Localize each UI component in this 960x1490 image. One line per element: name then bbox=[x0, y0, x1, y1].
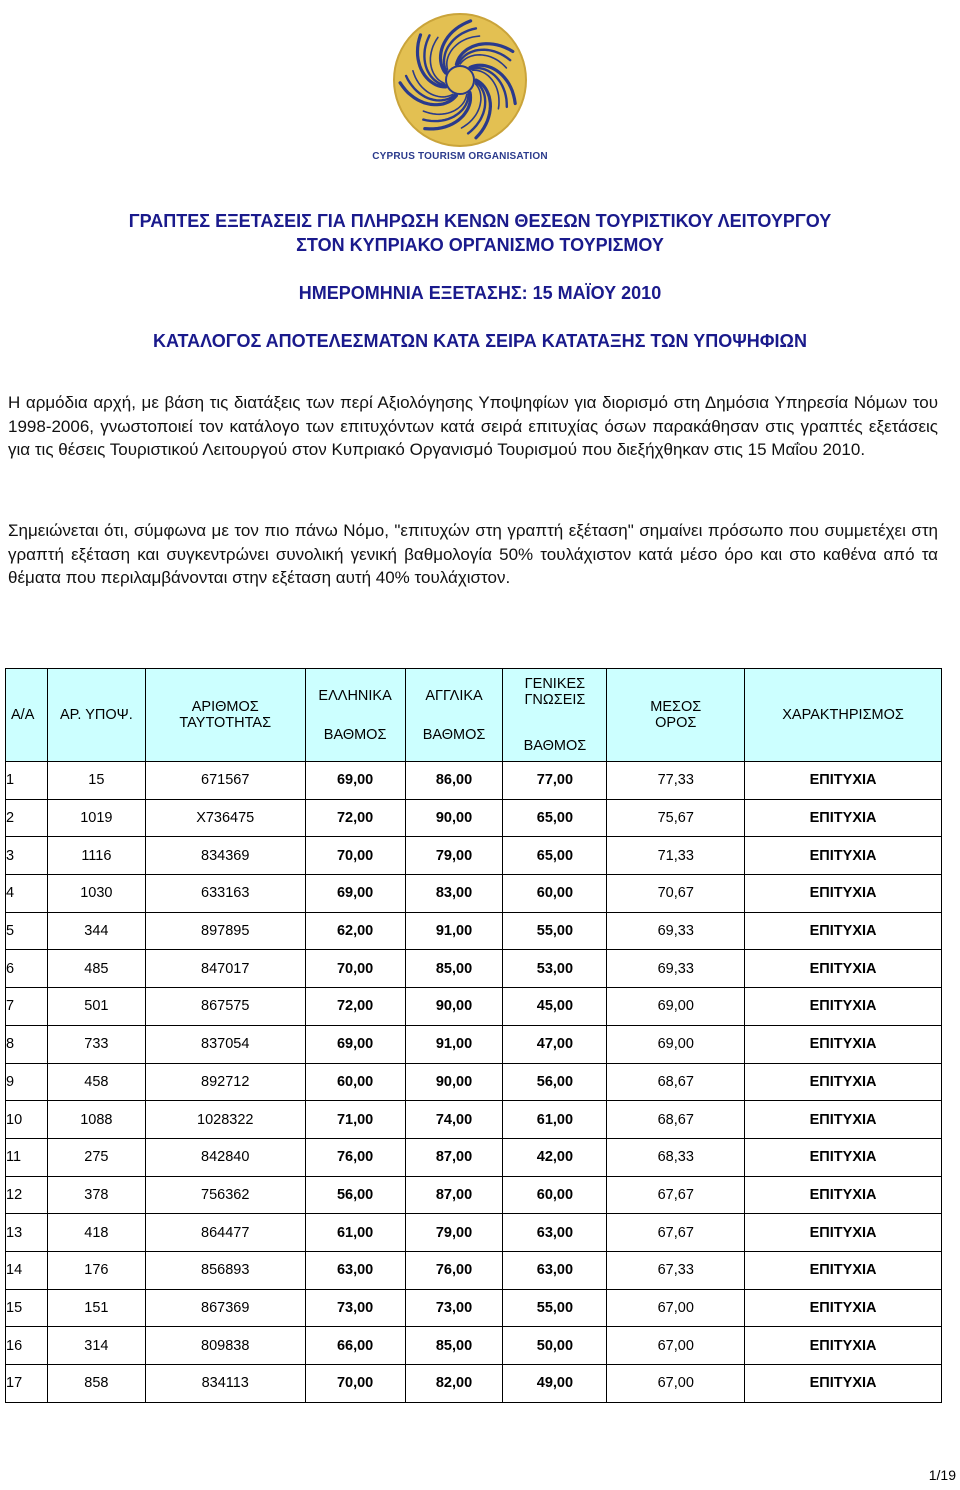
cell-english-grade: 86,00 bbox=[405, 762, 503, 800]
intro-paragraph: Η αρμόδια αρχή, με βάση τις διατάξεις των περί Αξιολόγησης Υποψηφίων για διορισμό στη Δημόσια Υπηρεσία Νόμων του 1998-2006, γνωστοποιεί τον κατάλογο των επιτυχόντων κατά σειρά επιτυχίας όσων παρακάθησαν στις γραπτές εξετάσεις για τις θέσεις Τουριστικού Λειτουργού στον Κυπριακό Οργανισμό Τουρισμού που διεξήχθηκαν στις 15 Μαΐου 2010. bbox=[8, 393, 938, 459]
cell-greek-grade: 60,00 bbox=[305, 1063, 405, 1101]
cell-average: 70,67 bbox=[607, 875, 745, 913]
cell-result: ΕΠΙΤΥΧΙΑ bbox=[745, 837, 942, 875]
cell-id-number: 897895 bbox=[145, 912, 305, 950]
cell-average: 71,33 bbox=[607, 837, 745, 875]
cell-candidate: 151 bbox=[47, 1289, 145, 1327]
cell-id-number: 633163 bbox=[145, 875, 305, 913]
cell-id-number: 756362 bbox=[145, 1176, 305, 1214]
cell-english-grade: 79,00 bbox=[405, 837, 503, 875]
cell-result: ΕΠΙΤΥΧΙΑ bbox=[745, 1063, 942, 1101]
cell-english-grade: 79,00 bbox=[405, 1214, 503, 1252]
cell-english-grade: 85,00 bbox=[405, 950, 503, 988]
cell-english-grade: 87,00 bbox=[405, 1138, 503, 1176]
cell-result: ΕΠΙΤΥΧΙΑ bbox=[745, 1251, 942, 1289]
cell-candidate: 314 bbox=[47, 1327, 145, 1365]
cell-aa: 8 bbox=[6, 1025, 48, 1063]
cell-id-number: 892712 bbox=[145, 1063, 305, 1101]
table-row bbox=[6, 950, 942, 988]
cell-id-number: 842840 bbox=[145, 1138, 305, 1176]
cell-greek-grade: 76,00 bbox=[305, 1138, 405, 1176]
cell-candidate: 275 bbox=[47, 1138, 145, 1176]
cell-english-grade: 76,00 bbox=[405, 1251, 503, 1289]
cell-general-grade: 55,00 bbox=[503, 1289, 607, 1327]
cell-average: 68,67 bbox=[607, 1063, 745, 1101]
cell-aa: 6 bbox=[6, 950, 48, 988]
cell-aa: 17 bbox=[6, 1365, 48, 1403]
cell-candidate: 344 bbox=[47, 912, 145, 950]
cell-id-number: 867575 bbox=[145, 988, 305, 1026]
cell-candidate: 418 bbox=[47, 1214, 145, 1252]
doc-title-line2: ΣΤΟΝ ΚΥΠΡΙΑΚΟ ΟΡΓΑΝΙΣΜΟ ΤΟΥΡΙΣΜΟΥ bbox=[296, 235, 664, 255]
cell-greek-grade: 69,00 bbox=[305, 762, 405, 800]
cell-general-grade: 63,00 bbox=[503, 1214, 607, 1252]
cell-average: 67,67 bbox=[607, 1214, 745, 1252]
cell-aa: 16 bbox=[6, 1327, 48, 1365]
cell-candidate: 458 bbox=[47, 1063, 145, 1101]
cell-average: 69,00 bbox=[607, 1025, 745, 1063]
results-list-title: ΚΑΤΑΛΟΓΟΣ ΑΠΟΤΕΛΕΣΜΑΤΩΝ ΚΑΤΑ ΣΕΙΡΑ ΚΑΤΑΤΑΞΗΣ ΤΩΝ ΥΠΟΨΗΦΙΩΝ bbox=[153, 331, 807, 351]
cell-candidate: 1088 bbox=[47, 1101, 145, 1139]
cell-english-grade: 90,00 bbox=[405, 988, 503, 1026]
results-table bbox=[5, 668, 942, 1403]
cell-result: ΕΠΙΤΥΧΙΑ bbox=[745, 950, 942, 988]
cell-average: 69,33 bbox=[607, 912, 745, 950]
cell-candidate: 378 bbox=[47, 1176, 145, 1214]
cell-greek-grade: 73,00 bbox=[305, 1289, 405, 1327]
table-row bbox=[6, 1063, 942, 1101]
table-row bbox=[6, 799, 942, 837]
cell-aa: 12 bbox=[6, 1176, 48, 1214]
cell-aa: 5 bbox=[6, 912, 48, 950]
table-row bbox=[6, 1327, 942, 1365]
page-number: 1/19 bbox=[928, 1467, 956, 1483]
exam-date: ΗΜΕΡΟΜΗΝΙΑ ΕΞΕΤΑΣΗΣ: 15 ΜΑΪΟΥ 2010 bbox=[298, 283, 662, 303]
cell-greek-grade: 61,00 bbox=[305, 1214, 405, 1252]
cell-candidate: 1019 bbox=[47, 799, 145, 837]
cell-english-grade: 83,00 bbox=[405, 875, 503, 913]
cell-result: ΕΠΙΤΥΧΙΑ bbox=[745, 1214, 942, 1252]
table-row bbox=[6, 1101, 942, 1139]
cell-id-number: 671567 bbox=[145, 762, 305, 800]
table-row bbox=[6, 1138, 942, 1176]
cell-aa: 14 bbox=[6, 1251, 48, 1289]
cell-result: ΕΠΙΤΥΧΙΑ bbox=[745, 1289, 942, 1327]
cell-average: 68,67 bbox=[607, 1101, 745, 1139]
cell-result: ΕΠΙΤΥΧΙΑ bbox=[745, 912, 942, 950]
table-row bbox=[6, 912, 942, 950]
doc-title-line1: ΓΡΑΠΤΕΣ ΕΞΕΤΑΣΕΙΣ ΓΙΑ ΠΛΗΡΩΣΗ ΚΕΝΩΝ ΘΕΣΕΩΝ ΤΟΥΡΙΣΤΙΚΟΥ ΛΕΙΤΟΥΡΓΟΥ bbox=[128, 211, 832, 231]
cell-general-grade: 60,00 bbox=[503, 1176, 607, 1214]
cell-aa: 15 bbox=[6, 1289, 48, 1327]
cell-id-number: 834113 bbox=[145, 1365, 305, 1403]
cell-id-number: 856893 bbox=[145, 1251, 305, 1289]
cell-greek-grade: 69,00 bbox=[305, 1025, 405, 1063]
cell-greek-grade: 62,00 bbox=[305, 912, 405, 950]
cell-aa: 1 bbox=[6, 762, 48, 800]
cell-aa: 10 bbox=[6, 1101, 48, 1139]
cell-average: 77,33 bbox=[607, 762, 745, 800]
cell-result: ΕΠΙΤΥΧΙΑ bbox=[745, 1138, 942, 1176]
cell-id-number: 1028322 bbox=[145, 1101, 305, 1139]
col-header-aa: Α/Α bbox=[6, 669, 48, 762]
cell-general-grade: 60,00 bbox=[503, 875, 607, 913]
cell-aa: 2 bbox=[6, 799, 48, 837]
cell-aa: 13 bbox=[6, 1214, 48, 1252]
cell-aa: 4 bbox=[6, 875, 48, 913]
cell-greek-grade: 56,00 bbox=[305, 1176, 405, 1214]
cell-english-grade: 82,00 bbox=[405, 1365, 503, 1403]
table-row bbox=[6, 1251, 942, 1289]
table-row bbox=[6, 1365, 942, 1403]
cell-candidate: 733 bbox=[47, 1025, 145, 1063]
cell-id-number: 847017 bbox=[145, 950, 305, 988]
cell-general-grade: 63,00 bbox=[503, 1251, 607, 1289]
cell-average: 69,33 bbox=[607, 950, 745, 988]
cell-candidate: 176 bbox=[47, 1251, 145, 1289]
cell-general-grade: 47,00 bbox=[503, 1025, 607, 1063]
col-header-result: ΧΑΡΑΚΤΗΡΙΣΜΟΣ bbox=[745, 669, 942, 762]
cell-greek-grade: 70,00 bbox=[305, 950, 405, 988]
table-row bbox=[6, 875, 942, 913]
cell-english-grade: 73,00 bbox=[405, 1289, 503, 1327]
cell-id-number: 867369 bbox=[145, 1289, 305, 1327]
cell-id-number: X736475 bbox=[145, 799, 305, 837]
cell-aa: 3 bbox=[6, 837, 48, 875]
sun-emblem-icon bbox=[365, 10, 555, 150]
cell-average: 75,67 bbox=[607, 799, 745, 837]
cell-general-grade: 55,00 bbox=[503, 912, 607, 950]
cell-greek-grade: 72,00 bbox=[305, 799, 405, 837]
cell-greek-grade: 70,00 bbox=[305, 1365, 405, 1403]
cell-general-grade: 45,00 bbox=[503, 988, 607, 1026]
cell-result: ΕΠΙΤΥΧΙΑ bbox=[745, 1176, 942, 1214]
col-header-general: ΓΕΝΙΚΕΣ ΓΝΩΣΕΙΣ ΒΑΘΜΟΣ bbox=[503, 669, 607, 762]
table-header-row bbox=[6, 669, 942, 762]
cell-id-number: 834369 bbox=[145, 837, 305, 875]
note-paragraph: Σημειώνεται ότι, σύμφωνα με τον πιο πάνω Νόμο, "επιτυχών στη γραπτή εξέταση" σημαίνει πρόσωπο που συμμετέχει στη γραπτή εξέταση και συγκεντρώνει συνολική γενική βαθμολογία 50% τουλάχιστον κατά μέσο όρο και στο καθένα από τα θέματα που περιλαμβάνονται στην εξέταση αυτή 40% τουλάχιστον. bbox=[8, 521, 938, 587]
cell-result: ΕΠΙΤΥΧΙΑ bbox=[745, 1327, 942, 1365]
table-row bbox=[6, 837, 942, 875]
cell-result: ΕΠΙΤΥΧΙΑ bbox=[745, 1365, 942, 1403]
cell-general-grade: 53,00 bbox=[503, 950, 607, 988]
cell-general-grade: 42,00 bbox=[503, 1138, 607, 1176]
table-row bbox=[6, 762, 942, 800]
cell-result: ΕΠΙΤΥΧΙΑ bbox=[745, 988, 942, 1026]
cell-candidate: 485 bbox=[47, 950, 145, 988]
cell-aa: 7 bbox=[6, 988, 48, 1026]
col-header-id-number: ΑΡΙΘΜΟΣ ΤΑΥΤΟΤΗΤΑΣ bbox=[145, 669, 305, 762]
cell-id-number: 837054 bbox=[145, 1025, 305, 1063]
cell-general-grade: 61,00 bbox=[503, 1101, 607, 1139]
cell-id-number: 809838 bbox=[145, 1327, 305, 1365]
cell-candidate: 501 bbox=[47, 988, 145, 1026]
cell-english-grade: 74,00 bbox=[405, 1101, 503, 1139]
cell-greek-grade: 71,00 bbox=[305, 1101, 405, 1139]
cell-general-grade: 56,00 bbox=[503, 1063, 607, 1101]
cell-general-grade: 65,00 bbox=[503, 837, 607, 875]
cto-logo bbox=[365, 10, 555, 170]
cell-average: 67,00 bbox=[607, 1365, 745, 1403]
cell-result: ΕΠΙΤΥΧΙΑ bbox=[745, 762, 942, 800]
cell-average: 67,00 bbox=[607, 1289, 745, 1327]
cell-candidate: 858 bbox=[47, 1365, 145, 1403]
cell-greek-grade: 63,00 bbox=[305, 1251, 405, 1289]
cell-english-grade: 90,00 bbox=[405, 799, 503, 837]
cell-english-grade: 91,00 bbox=[405, 1025, 503, 1063]
cell-english-grade: 91,00 bbox=[405, 912, 503, 950]
table-row bbox=[6, 1214, 942, 1252]
cell-candidate: 1030 bbox=[47, 875, 145, 913]
col-header-greek: ΕΛΛΗΝΙΚΑ ΒΑΘΜΟΣ bbox=[305, 669, 405, 762]
cell-general-grade: 65,00 bbox=[503, 799, 607, 837]
cell-average: 68,33 bbox=[607, 1138, 745, 1176]
cell-greek-grade: 66,00 bbox=[305, 1327, 405, 1365]
cell-average: 67,00 bbox=[607, 1327, 745, 1365]
cell-english-grade: 85,00 bbox=[405, 1327, 503, 1365]
cell-general-grade: 77,00 bbox=[503, 762, 607, 800]
table-row bbox=[6, 1176, 942, 1214]
cell-average: 69,00 bbox=[607, 988, 745, 1026]
cell-candidate: 1116 bbox=[47, 837, 145, 875]
cell-greek-grade: 70,00 bbox=[305, 837, 405, 875]
cell-general-grade: 50,00 bbox=[503, 1327, 607, 1365]
cell-english-grade: 90,00 bbox=[405, 1063, 503, 1101]
cell-greek-grade: 69,00 bbox=[305, 875, 405, 913]
cell-candidate: 15 bbox=[47, 762, 145, 800]
cell-result: ΕΠΙΤΥΧΙΑ bbox=[745, 875, 942, 913]
cell-result: ΕΠΙΤΥΧΙΑ bbox=[745, 799, 942, 837]
cell-average: 67,67 bbox=[607, 1176, 745, 1214]
cell-english-grade: 87,00 bbox=[405, 1176, 503, 1214]
cell-aa: 11 bbox=[6, 1138, 48, 1176]
cell-result: ΕΠΙΤΥΧΙΑ bbox=[745, 1101, 942, 1139]
table-row bbox=[6, 1025, 942, 1063]
col-header-candidate: ΑΡ. ΥΠΟΨ. bbox=[47, 669, 145, 762]
cell-greek-grade: 72,00 bbox=[305, 988, 405, 1026]
table-row bbox=[6, 1289, 942, 1327]
logo-caption: CYPRUS TOURISM ORGANISATION bbox=[372, 151, 548, 162]
table-row bbox=[6, 988, 942, 1026]
cell-result: ΕΠΙΤΥΧΙΑ bbox=[745, 1025, 942, 1063]
cell-average: 67,33 bbox=[607, 1251, 745, 1289]
cell-aa: 9 bbox=[6, 1063, 48, 1101]
col-header-average: ΜΕΣΟΣ ΟΡΟΣ bbox=[607, 669, 745, 762]
cell-general-grade: 49,00 bbox=[503, 1365, 607, 1403]
cell-id-number: 864477 bbox=[145, 1214, 305, 1252]
col-header-english: ΑΓΓΛΙΚΑ ΒΑΘΜΟΣ bbox=[405, 669, 503, 762]
